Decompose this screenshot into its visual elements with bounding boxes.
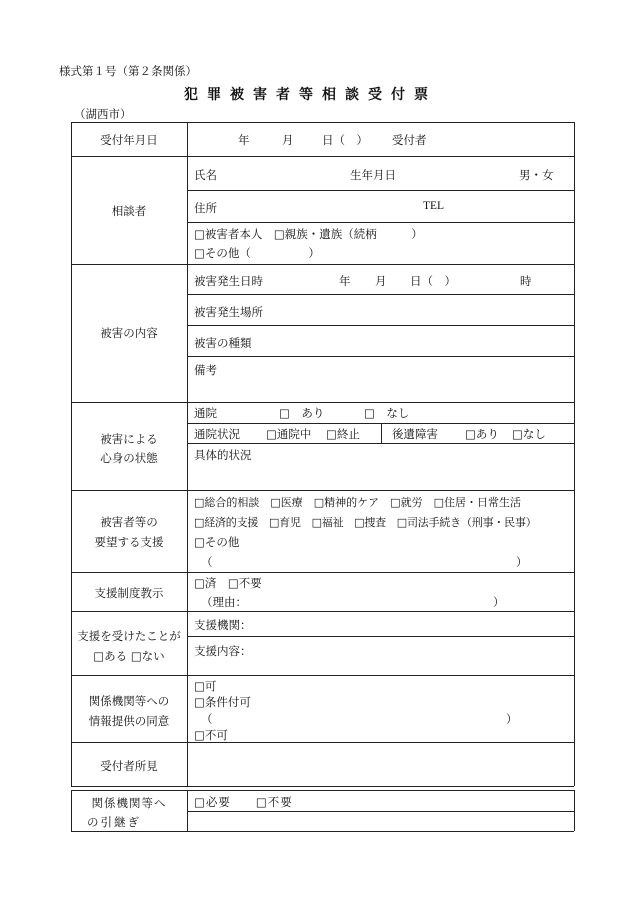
occurred-month-field[interactable]: 月	[375, 274, 387, 288]
system-info-reason-close: ）	[493, 595, 505, 609]
support-wanted-label-1: 被害者等の	[100, 515, 158, 529]
consent-condition-open: （	[201, 712, 213, 726]
birthdate-field[interactable]: 生年月日	[350, 168, 396, 182]
support-options-2[interactable]: □経済的支援 □育児 □福祉 □捜査 □司法手続き（刑事・民事）	[194, 516, 537, 529]
consent-label-1: 関係機関等への	[88, 694, 170, 708]
consent-conditional-checkbox[interactable]: □条件付可	[194, 695, 251, 709]
consent-label-2: 情報提供の同意	[88, 714, 170, 728]
reception-day-field[interactable]: 日（ ）	[322, 133, 368, 147]
support-agency-field[interactable]: 支援機関：	[194, 618, 252, 632]
consent-yes-checkbox[interactable]: □可	[194, 679, 217, 693]
form-number: 様式第１号（第２条関係）	[59, 64, 197, 78]
support-wanted-label-2: 要望する支援	[94, 535, 164, 549]
receiver-field[interactable]: 受付者	[392, 133, 427, 147]
handover-label-1: 関係機関等へ	[91, 796, 167, 810]
system-info-reason[interactable]: （理由：	[201, 595, 247, 609]
handover-label-2: の引継ぎ	[87, 815, 141, 829]
support-other-close: ）	[516, 555, 528, 569]
hospital-no-checkbox[interactable]: □ なし	[364, 406, 410, 420]
aftereffect-label: 後遺障害	[392, 427, 438, 441]
handover-options[interactable]: □必要 □不要	[194, 795, 293, 809]
support-other-checkbox[interactable]: □その他	[194, 535, 240, 549]
aftereffect-no-checkbox[interactable]: □なし	[512, 427, 546, 441]
prior-support-label-1: 支援を受けたことが	[77, 629, 181, 643]
address-field[interactable]: 住所	[194, 201, 217, 215]
name-field[interactable]: 氏名	[194, 168, 217, 182]
support-options-1[interactable]: □総合的相談 □医療 □精神的ケア □就労 □住居・日常生活	[194, 496, 521, 509]
occurred-hour-field[interactable]: 時	[520, 274, 532, 288]
support-content-field[interactable]: 支援内容：	[194, 644, 252, 658]
sex-field[interactable]: 男・女	[519, 168, 554, 182]
occurred-day-field[interactable]: 日（ ）	[410, 274, 456, 288]
specific-condition-field[interactable]: 具体的状況	[194, 448, 252, 462]
damage-remarks-field[interactable]: 備考	[194, 363, 217, 377]
status-ongoing-checkbox[interactable]: □通院中	[266, 427, 312, 441]
form-title: 犯罪被害者等相談受付票	[184, 87, 437, 103]
damage-place-field[interactable]: 被害発生場所	[194, 305, 263, 319]
city-label: （湖西市）	[74, 107, 132, 121]
reception-year-field[interactable]: 年	[238, 133, 250, 147]
receiver-remarks-label: 受付者所見	[100, 759, 158, 773]
condition-label-2: 心身の状態	[100, 451, 158, 465]
relation-options[interactable]: □被害者本人 □親族・遺族（続柄 ）	[194, 227, 423, 241]
support-other-open: （	[201, 555, 213, 569]
damage-label: 被害の内容	[100, 326, 158, 340]
prior-support-label-2[interactable]: □ある □ない	[93, 649, 165, 663]
relation-other[interactable]: □その他（ ）	[194, 246, 320, 260]
damage-type-field[interactable]: 被害の種類	[194, 336, 252, 350]
reception-month-field[interactable]: 月	[282, 133, 294, 147]
aftereffect-yes-checkbox[interactable]: □あり	[465, 427, 499, 441]
tel-field[interactable]: TEL	[423, 200, 445, 212]
hospital-status-label: 通院状況	[194, 427, 240, 441]
hospital-yes-checkbox[interactable]: □ あり	[279, 406, 325, 420]
condition-label-1: 被害による	[100, 432, 158, 446]
occurred-year-field[interactable]: 年	[339, 274, 351, 288]
status-ended-checkbox[interactable]: □終止	[326, 427, 360, 441]
consent-condition-close: ）	[506, 712, 518, 726]
consent-no-checkbox[interactable]: □不可	[194, 728, 228, 742]
occurred-datetime-label: 被害発生日時	[194, 274, 263, 288]
system-info-label: 支援制度教示	[94, 586, 164, 600]
system-info-options[interactable]: □済 □不要	[194, 576, 262, 590]
consultant-label: 相談者	[111, 204, 147, 218]
reception-date-label: 受付年月日	[100, 133, 158, 147]
hospital-label: 通院	[194, 406, 217, 420]
